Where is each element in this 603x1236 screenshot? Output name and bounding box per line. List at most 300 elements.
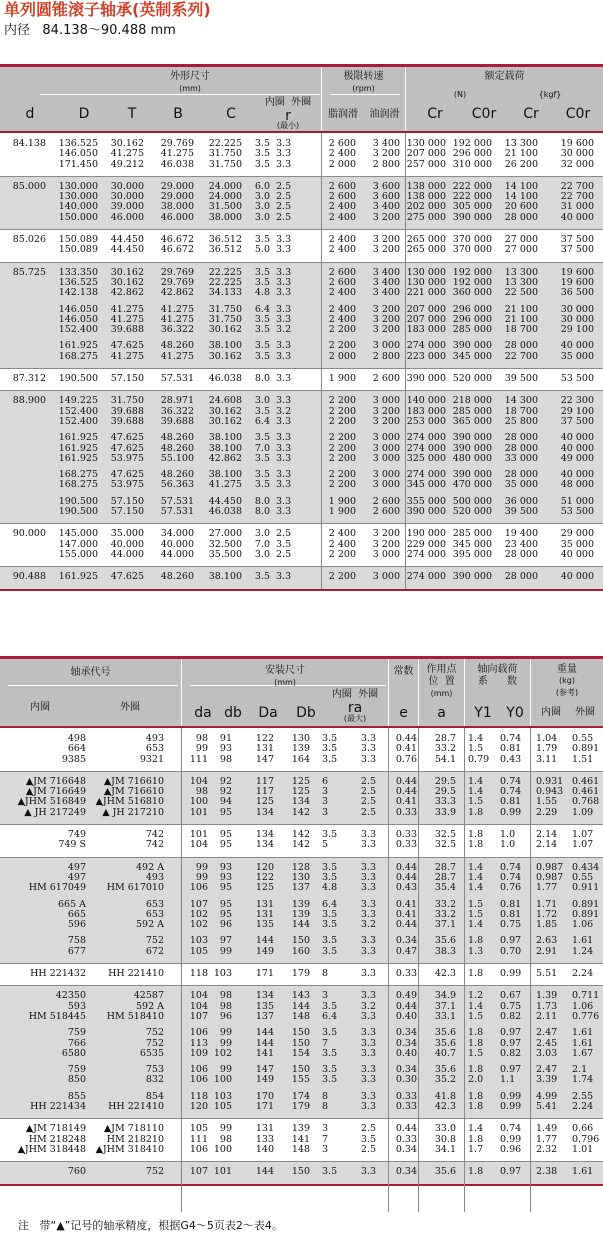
col-Db-cap: 150	[291, 1027, 310, 1039]
col-w-inner: 3.11	[536, 753, 558, 765]
group-separator	[0, 1118, 603, 1119]
header-mount-unit: (mm)	[274, 678, 296, 687]
col-oil: 3 200	[372, 538, 400, 550]
col-oil: 3 200	[372, 528, 400, 540]
col-ra-inner: 3.5	[322, 908, 338, 920]
bore-diameter: 90.488	[12, 571, 46, 583]
col-cr-kgf: 18 700	[504, 405, 538, 417]
col-B: 41.275	[160, 313, 194, 325]
col-y0: 0.82	[500, 1047, 522, 1059]
col-Db-cap: 125	[291, 786, 310, 798]
col-db: 95	[219, 908, 232, 920]
col-grease: 2 600	[328, 276, 356, 288]
col-D: 136.525	[58, 276, 98, 288]
col-w-outer: 0.796	[572, 1133, 600, 1145]
bore-diameter: 85.725	[12, 266, 46, 278]
col-D: 146.050	[58, 313, 98, 325]
col-c0r-n: 390 000	[452, 211, 492, 223]
col-outer-code: 42587	[133, 990, 164, 1002]
col-c0r-kgf: 19 600	[560, 138, 594, 149]
col-a: 35.6	[434, 1027, 456, 1039]
col-w-outer: 1.61	[572, 1037, 594, 1049]
col-B: 29.769	[160, 266, 194, 278]
header-load-group: 额定载荷	[484, 71, 525, 82]
col-da: 98	[195, 733, 208, 744]
col-y1: 1.8	[468, 1166, 484, 1178]
col-db: 99	[219, 1037, 232, 1049]
col-cr-kgf: 28 000	[504, 571, 538, 583]
col-c0r-kgf: 35 000	[560, 538, 594, 550]
col-e: 0.41	[395, 898, 417, 910]
col-db: 101	[213, 1166, 232, 1178]
col-C: 24.608	[208, 395, 242, 407]
col-Db-cap: 142	[291, 829, 310, 841]
col-r-outer: 3.3	[276, 506, 292, 518]
col-da: 106	[189, 1074, 208, 1086]
col-T: 47.625	[110, 469, 144, 481]
col-cr-kgf: 23 400	[504, 538, 538, 550]
col-c0r-kgf: 29 100	[560, 324, 594, 336]
col-T: 39.688	[110, 415, 144, 427]
bore-diameter: 87.312	[12, 373, 46, 385]
col-outer-code: ▲JM 716610	[103, 775, 164, 787]
col-y0: 0.97	[500, 1027, 522, 1039]
col-ra-outer: 3.3	[360, 945, 376, 957]
row-group	[0, 523, 603, 566]
col-w-inner: 0.931	[536, 775, 564, 787]
col-D: 171.450	[58, 158, 98, 170]
group-separator	[0, 390, 603, 391]
col-y1: 1.4	[468, 786, 484, 798]
bore-diameter: 85.000	[12, 180, 46, 192]
bore-diameter: 88.900	[12, 395, 46, 407]
col-db: 95	[219, 829, 232, 841]
col-T: 41.275	[110, 350, 144, 362]
col-r-inner: 3.5	[254, 340, 270, 352]
col-C: 30.162	[208, 415, 242, 427]
col-da: 106	[189, 882, 208, 894]
col-Db-cap: 141	[291, 1133, 310, 1145]
col-ra-outer: 3.2	[360, 1000, 376, 1012]
col-outer-code: 492 A	[135, 861, 164, 873]
col-C: 34.133	[208, 287, 242, 299]
col-y1: 1.8	[468, 1133, 484, 1145]
col-cr-n: 257 000	[406, 158, 446, 170]
col-D: 161.925	[58, 442, 98, 454]
col-y1: 1.5	[468, 1010, 484, 1022]
col-cr-n: 183 000	[406, 324, 446, 336]
col-B: 44.000	[160, 548, 194, 560]
col-cr-n: 202 000	[406, 201, 446, 213]
col-ra-outer: 3.3	[360, 908, 376, 920]
header-a: a	[437, 705, 446, 721]
col-r-outer: 3.3	[276, 276, 292, 288]
col-cr-n: 229 000	[406, 538, 446, 550]
col-db: 98	[219, 1000, 232, 1012]
col-ra-inner: 3.5	[322, 753, 338, 765]
col-e: 0.34	[395, 1037, 417, 1049]
col-outer-code: ▲JHM 516810	[95, 796, 164, 808]
header-w-inner: 内圈	[541, 707, 561, 718]
col-ra-inner: 7	[322, 1133, 329, 1145]
col-ra-inner: 8	[322, 968, 329, 980]
col-w-outer: 1.01	[572, 1143, 594, 1155]
col-w-inner: 1.77	[536, 1133, 558, 1145]
col-r-outer: 3.5	[276, 538, 292, 550]
col-w-outer: 1.24	[572, 945, 594, 957]
col-r-outer: 3.3	[276, 350, 292, 362]
table-row	[0, 529, 603, 539]
table-row	[0, 202, 603, 212]
col-w-inner: 4.99	[536, 1090, 558, 1102]
col-y0: 0.67	[500, 990, 522, 1002]
col-B: 29.769	[160, 138, 194, 149]
col-e: 0.33	[395, 1133, 417, 1145]
col-db: 95	[219, 839, 232, 851]
col-ra-inner: 3.5	[322, 1064, 338, 1076]
header-unit-n: (N)	[453, 90, 467, 99]
col-B: 46.672	[160, 234, 194, 246]
col-inner-code: 497	[67, 861, 86, 873]
col-e: 0.41	[395, 796, 417, 808]
col-D: 168.275	[58, 469, 98, 481]
col-oil: 2 600	[372, 495, 400, 507]
col-e: 0.34	[395, 1027, 417, 1039]
col-db: 93	[219, 871, 232, 883]
col-c0r-kgf: 29 100	[560, 405, 594, 417]
col-D: 161.925	[58, 571, 98, 583]
col-grease: 2 200	[328, 469, 356, 481]
col-outer-code: 493	[145, 871, 164, 883]
col-y1: 1.8	[468, 806, 484, 818]
col-D: 145.000	[58, 528, 98, 540]
col-db: 95	[219, 898, 232, 910]
col-cr-kgf: 22 500	[504, 287, 538, 299]
col-c0r-kgf: 31 000	[560, 201, 594, 213]
col-e: 0.34	[395, 1143, 417, 1155]
col-cr-kgf: 20 600	[504, 201, 538, 213]
col-db: 93	[219, 743, 232, 755]
col-grease: 2 400	[328, 313, 356, 325]
table-row	[0, 1124, 603, 1134]
header-cr-kgf: Cr	[523, 106, 539, 122]
col-y0: 0.97	[500, 1166, 522, 1178]
col-inner-code: 665 A	[57, 898, 86, 910]
header-c0r: C0r	[471, 106, 497, 122]
col-db: 99	[219, 1027, 232, 1039]
col-grease: 2 400	[328, 538, 356, 550]
col-ra-outer: 3.3	[360, 898, 376, 910]
col-da: 111	[189, 753, 208, 765]
column-divider	[530, 728, 531, 1212]
col-Da-cap: 170	[255, 1090, 274, 1102]
col-y1: 1.4	[468, 1123, 484, 1135]
col-e: 0.40	[395, 1047, 417, 1059]
col-Da-cap: 171	[255, 968, 274, 980]
col-Db-cap: 139	[291, 898, 310, 910]
col-C: 30.162	[208, 324, 242, 336]
col-inner-code: HM 617049	[28, 882, 86, 894]
col-ra-outer: 3.3	[360, 1064, 376, 1076]
col-D: 142.138	[58, 287, 98, 299]
row-group	[0, 390, 603, 523]
col-w-outer: 2.55	[572, 1090, 594, 1102]
col-w-inner: 0.987	[536, 871, 564, 883]
table-row	[0, 947, 603, 957]
col-cr-kgf: 21 100	[504, 148, 538, 160]
col-T: 30.162	[110, 276, 144, 288]
header-r-inner-outer: 内圈 外圈	[264, 97, 312, 108]
col-y0: 0.81	[500, 908, 522, 920]
col-c0r-n: 285 000	[452, 324, 492, 336]
col-db: 92	[219, 775, 232, 787]
col-e: 0.76	[395, 753, 417, 765]
col-y1: 1.5	[468, 908, 484, 920]
group-separator	[0, 368, 603, 369]
col-inner-code: 665	[67, 908, 86, 920]
col-Db-cap: 125	[291, 775, 310, 787]
col-Db-cap: 139	[291, 908, 310, 920]
col-y0: 0.74	[500, 1123, 522, 1135]
bore-diameter: 85.026	[12, 234, 46, 246]
col-cr-n: 265 000	[406, 234, 446, 246]
col-cr-kgf: 21 100	[504, 303, 538, 315]
col-outer-code: 832	[145, 1074, 164, 1086]
col-a: 30.8	[434, 1133, 456, 1145]
col-y1: 1.2	[468, 990, 484, 1002]
header-e: e	[399, 705, 408, 721]
col-y1: 1.5	[468, 1047, 484, 1059]
col-w-outer: 0.911	[572, 882, 600, 894]
col-cr-n: 345 000	[406, 479, 446, 491]
col-cr-kgf: 36 000	[504, 495, 538, 507]
col-ra-outer: 3.3	[360, 753, 376, 765]
col-w-outer: 1.07	[572, 839, 594, 851]
col-outer-code: HM 518410	[106, 1010, 164, 1022]
col-cr-kgf: 14 300	[504, 395, 538, 407]
col-r-inner: 4.8	[254, 287, 270, 299]
table-row	[0, 840, 603, 850]
col-Db-cap: 144	[291, 919, 310, 931]
col-ra-outer: 3.3	[360, 861, 376, 873]
col-r-outer: 3.2	[276, 324, 292, 336]
col-Db-cap: 142	[291, 839, 310, 851]
col-outer-code: 653	[145, 743, 164, 755]
col-grease: 2 600	[328, 266, 356, 278]
col-cr-n: 207 000	[406, 303, 446, 315]
col-cr-n: 355 000	[406, 495, 446, 507]
header-D: D	[78, 106, 90, 122]
header-d: d	[25, 106, 35, 122]
col-r-outer: 3.3	[276, 158, 292, 170]
col-B: 46.038	[160, 158, 194, 170]
bore-diameter: 90.000	[12, 528, 46, 540]
col-w-outer: 0.66	[572, 1123, 594, 1135]
col-w-outer: 0.891	[572, 898, 600, 910]
col-B: 48.260	[160, 432, 194, 444]
col-da: 104	[189, 775, 208, 787]
col-da: 120	[189, 1101, 208, 1113]
table-row	[0, 755, 603, 765]
group-separator	[0, 985, 603, 986]
col-ra-inner: 3.5	[322, 1000, 338, 1012]
col-a: 33.0	[434, 1123, 456, 1135]
col-y0: 0.81	[500, 743, 522, 755]
col-D: 150.089	[58, 244, 98, 256]
col-D: 161.925	[58, 452, 98, 464]
col-ra-outer: 3.3	[360, 1010, 376, 1022]
col-cr-kgf: 27 000	[504, 234, 538, 246]
col-grease: 2 000	[328, 350, 356, 362]
col-B: 46.000	[160, 211, 194, 223]
col-cr-n: 274 000	[406, 432, 446, 444]
table-row	[0, 417, 603, 427]
col-oil: 3 200	[372, 148, 400, 160]
col-w-inner: 3.03	[536, 1047, 558, 1059]
col-y0: 0.82	[500, 1010, 522, 1022]
col-T: 44.450	[110, 244, 144, 256]
table-row	[0, 1012, 603, 1022]
col-C: 46.038	[208, 506, 242, 518]
col-ra-outer: 2.5	[360, 786, 376, 798]
group-separator	[0, 523, 603, 524]
col-c0r-kgf: 30 000	[560, 303, 594, 315]
col-db: 97	[219, 935, 232, 947]
col-y1: 1.8	[468, 968, 484, 980]
col-ra-inner: 3.5	[322, 861, 338, 873]
col-T: 47.625	[110, 442, 144, 454]
col-T: 41.275	[110, 303, 144, 315]
col-Da-cap: 135	[255, 1000, 274, 1012]
header-Db-cap: Db	[296, 705, 316, 721]
col-ra-inner: 3.5	[322, 871, 338, 883]
col-cr-n: 274 000	[406, 340, 446, 352]
table-row	[0, 480, 603, 490]
col-inner-code: HH 221434	[30, 1101, 86, 1113]
col-oil: 3 600	[372, 191, 400, 203]
col-e: 0.33	[395, 829, 417, 841]
col-r-inner: 3.5	[254, 313, 270, 325]
col-w-outer: 1.06	[572, 1000, 594, 1012]
col-Da-cap: 144	[255, 1027, 274, 1039]
col-ra-outer: 3.3	[360, 1037, 376, 1049]
col-grease: 2 200	[328, 548, 356, 560]
col-C: 24.000	[208, 191, 242, 203]
header-Da-cap: Da	[258, 705, 278, 721]
page-title: 单列圆锥滚子轴承(英制系列)	[4, 0, 211, 19]
col-r-outer: 3.3	[276, 395, 292, 407]
col-w-inner: 2.14	[536, 829, 558, 841]
col-D: 146.050	[58, 148, 98, 160]
col-y1: 0.79	[468, 753, 490, 765]
col-c0r-n: 222 000	[452, 191, 492, 203]
col-a: 33.2	[434, 908, 456, 920]
table-row	[0, 1049, 603, 1059]
col-c0r-kgf: 40 000	[560, 571, 594, 583]
col-w-inner: 2.45	[536, 1037, 558, 1049]
col-inner-code: HM 218248	[28, 1133, 86, 1145]
group-separator	[0, 771, 603, 772]
col-ra-inner: 3	[322, 786, 329, 798]
col-Db-cap: 130	[291, 733, 310, 744]
col-da: 104	[189, 1000, 208, 1012]
col-c0r-n: 395 000	[452, 548, 492, 560]
header-y0: Y0	[506, 705, 524, 721]
col-ra-inner: 3.5	[322, 1074, 338, 1086]
col-da: 118	[189, 1090, 208, 1102]
col-cr-n: 390 000	[406, 373, 446, 385]
col-a: 37.1	[434, 1000, 456, 1012]
col-cr-kgf: 35 000	[504, 479, 538, 491]
table-row	[0, 572, 603, 582]
col-D: 149.225	[58, 395, 98, 407]
col-y1: 1.5	[468, 898, 484, 910]
col-D: 155.000	[58, 548, 98, 560]
col-Db-cap: 143	[291, 990, 310, 1002]
col-cr-kgf: 14 100	[504, 191, 538, 203]
col-e: 0.33	[395, 806, 417, 818]
col-B: 29.000	[160, 191, 194, 203]
col-cr-n: 130 000	[406, 138, 446, 149]
col-w-outer: 0.461	[572, 775, 600, 787]
col-c0r-n: 296 000	[452, 148, 492, 160]
col-c0r-kgf: 19 600	[560, 266, 594, 278]
col-e: 0.34	[395, 1064, 417, 1076]
col-Db-cap: 164	[291, 753, 310, 765]
col-oil: 3 400	[372, 201, 400, 213]
col-Da-cap: 141	[255, 1047, 274, 1059]
col-c0r-n: 390 000	[452, 442, 492, 454]
col-Db-cap: 142	[291, 806, 310, 818]
col-T: 53.975	[110, 479, 144, 491]
col-outer-code: 653	[145, 908, 164, 920]
col-y0: 0.76	[500, 882, 522, 894]
table-row	[0, 454, 603, 464]
col-Da-cap: 122	[255, 871, 274, 883]
col-db: 93	[219, 861, 232, 873]
row-group	[0, 1118, 603, 1161]
col-y1: 1.8	[468, 1037, 484, 1049]
col-r-outer: 3.3	[276, 432, 292, 444]
table-row	[0, 245, 603, 255]
col-y1: 1.8	[468, 1064, 484, 1076]
col-r-inner: 3.5	[254, 234, 270, 246]
col-Db-cap: 139	[291, 743, 310, 755]
col-c0r-n: 218 000	[452, 395, 492, 407]
col-grease: 1 900	[328, 506, 356, 518]
header-ra-max: (最大)	[343, 714, 367, 723]
col-inner-code: 6580	[61, 1047, 86, 1059]
column-divider	[464, 728, 465, 1212]
col-ra-outer: 3.3	[360, 882, 376, 894]
col-e: 0.34	[395, 1166, 417, 1178]
col-c0r-n: 500 000	[452, 495, 492, 507]
group-separator	[0, 262, 603, 263]
col-db: 105	[213, 1101, 232, 1113]
column-divider	[388, 728, 389, 1212]
header-ra: ra	[347, 700, 363, 716]
col-y1: 1.8	[468, 935, 484, 947]
col-grease: 2 400	[328, 148, 356, 160]
col-ra-outer: 3.3	[360, 733, 376, 744]
col-B: 36.322	[160, 405, 194, 417]
col-r-outer: 3.3	[276, 340, 292, 352]
col-e: 0.49	[395, 990, 417, 1002]
col-db: 98	[219, 1133, 232, 1145]
col-r-outer: 3.3	[276, 415, 292, 427]
col-cr-kgf: 39 500	[504, 506, 538, 518]
col-C: 30.162	[208, 405, 242, 417]
